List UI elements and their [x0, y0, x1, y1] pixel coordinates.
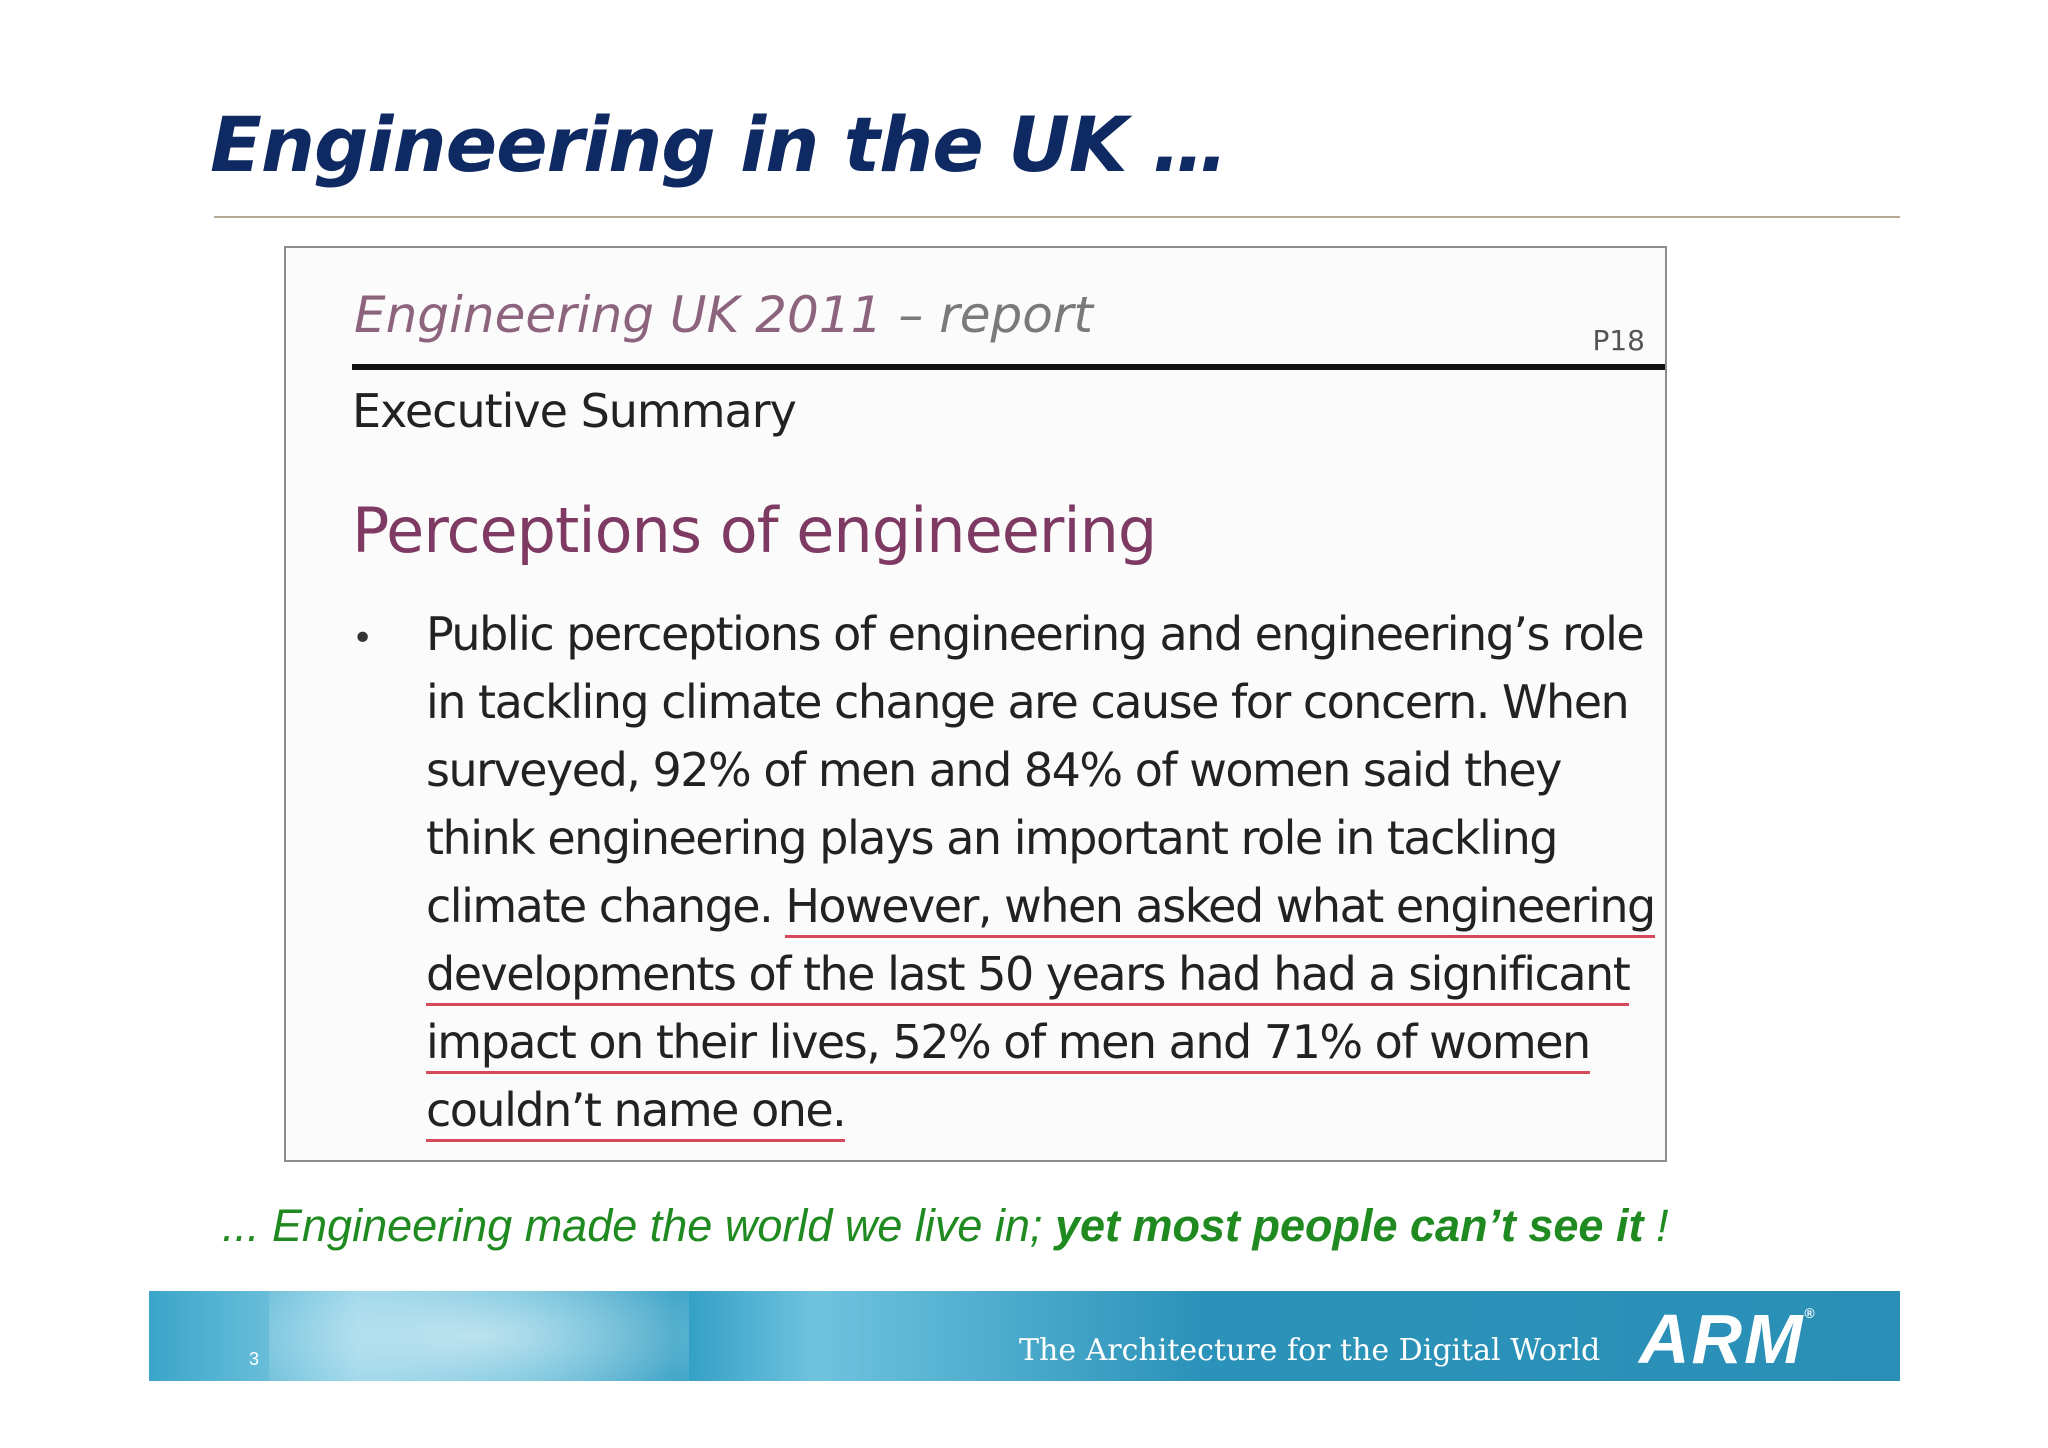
underlined-text: developments of the last 50 years had had a significant — [426, 947, 1629, 1006]
banner-glow — [269, 1291, 689, 1381]
conclusion-prefix: ... Engineering made the world we live in; — [222, 1200, 1055, 1251]
paragraph-line: in tackling climate change are cause for concern. When — [426, 675, 1629, 729]
tagline-text: The Architecture for the Digital World — [1019, 1333, 1601, 1368]
underlined-text: couldn’t name one. — [426, 1083, 845, 1142]
report-title — [354, 286, 1093, 344]
arm-logo — [1639, 1299, 1817, 1379]
underlined-text: However, when asked what engineering — [785, 879, 1654, 938]
footer-banner — [149, 1291, 1900, 1381]
registered-mark: ® — [1804, 1305, 1817, 1321]
paragraph-line — [426, 874, 1655, 942]
paragraph-line — [426, 942, 1655, 1010]
report-title-main: Engineering UK 2011 — [354, 286, 883, 344]
report-title-suffix: – report — [882, 286, 1094, 344]
slide-title: Engineering in the UK … — [210, 100, 1228, 189]
section-label: Executive Summary — [352, 384, 796, 438]
conclusion-emphasis: yet most people can’t see it — [1054, 1200, 1644, 1251]
logo-text: ARM — [1639, 1300, 1805, 1378]
paragraph-line — [426, 1078, 1655, 1146]
report-paragraph — [426, 602, 1655, 1146]
report-rule — [352, 364, 1665, 370]
paragraph-text: climate change. — [426, 879, 786, 933]
report-heading: Perceptions of engineering — [352, 494, 1157, 567]
paragraph-line: Public perceptions of engineering and engineering’s role — [426, 607, 1644, 661]
report-excerpt-image — [284, 246, 1667, 1162]
footer-tagline — [1019, 1333, 1600, 1368]
slide-number: 3 — [249, 1349, 260, 1369]
paragraph-line: surveyed, 92% of men and 84% of women said they — [426, 743, 1561, 797]
paragraph-line: think engineering plays an important role in tackling — [426, 811, 1557, 865]
page-reference: P18 — [1592, 324, 1645, 357]
title-divider — [214, 216, 1900, 218]
paragraph-line — [426, 1010, 1655, 1078]
underlined-text: impact on their lives, 52% of men and 71% of women — [426, 1015, 1590, 1074]
conclusion-text — [222, 1200, 1668, 1252]
bullet-point: • — [352, 618, 374, 659]
conclusion-suffix: ! — [1643, 1200, 1669, 1251]
